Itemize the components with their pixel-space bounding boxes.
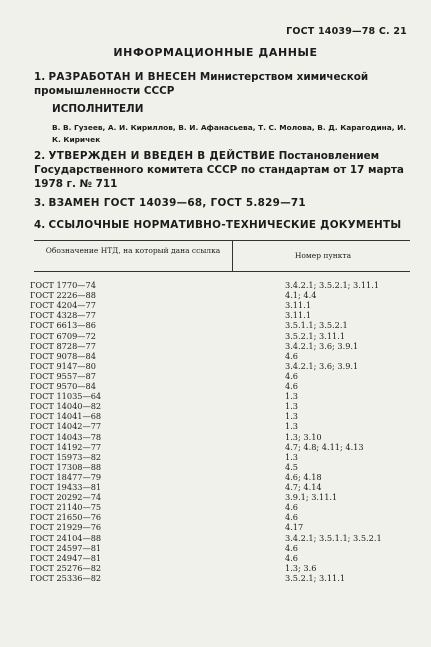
table-cell-clause: 4.6; 4.18 (285, 471, 322, 482)
table-cell-clause: 4.6 (285, 350, 299, 361)
section-1-body: Министерством химической промышленности СССР (34, 71, 369, 97)
table-cell-clause: 4.6 (285, 512, 299, 523)
table-cell-clause: 3.5.1.1; 3.5.2.1 (285, 320, 348, 331)
table-cell-document: ГОСТ 21650—76 (30, 512, 102, 523)
table-cell-clause: 1.3 (285, 411, 299, 422)
table-cell-document: ГОСТ 24104—88 (30, 532, 102, 543)
table-top-rule (34, 240, 410, 241)
table-cell-clause: 3.4.2.1; 3.5.1.1; 3.5.2.1 (285, 532, 382, 543)
table-col1-header: Обозначение НТД, на который дана ссылка (45, 246, 221, 255)
table-cell-document: ГОСТ 1770—74 (30, 280, 96, 290)
table-cell-document: ГОСТ 14042—77 (30, 421, 102, 432)
page-header: ГОСТ 14039—78 С. 21 (286, 26, 407, 37)
table-cell-clause: 3.4.2.1; 3.5.2.1; 3.11.1 (285, 280, 380, 290)
table-cell-document: ГОСТ 25276—82 (30, 562, 102, 573)
table-cell-document: ГОСТ 14192—77 (30, 441, 102, 452)
table-cell-document: ГОСТ 9557—87 (30, 370, 96, 381)
section-3-heading: ВЗАМЕН ГОСТ 14039—68, ГОСТ 5.829—71 (48, 197, 306, 209)
table-cell-clause: 3.4.2.1; 3.6; 3.9.1 (285, 340, 359, 351)
table-cell-clause: 4.5 (285, 461, 299, 472)
table-cell-document: ГОСТ 18477—79 (30, 471, 102, 482)
section-2 (34, 149, 409, 191)
table-cell-clause: 3.4.2.1; 3.6; 3.9.1 (285, 360, 359, 371)
table-cell-document: ГОСТ 21140—75 (30, 502, 102, 513)
section-3-number: 3. (34, 197, 46, 209)
table-cell-clause: 1.3 (285, 421, 299, 432)
table-cell-clause: 4.6 (285, 370, 299, 381)
table-cell-clause: 1.3 (285, 391, 299, 402)
performers-title: ИСПОЛНИТЕЛИ (52, 103, 144, 115)
table-cell-clause: 1.3; 3.10 (285, 431, 322, 442)
table-cell-document: ГОСТ 6613—86 (30, 320, 96, 331)
table-cell-document: ГОСТ 21929—76 (30, 522, 102, 533)
table-cell-document: ГОСТ 19433—81 (30, 482, 102, 492)
table-column-divider (232, 240, 233, 271)
table-cell-document: ГОСТ 9570—84 (30, 381, 96, 391)
table-cell-document: ГОСТ 9078—84 (30, 350, 96, 361)
table-cell-clause: 4.6 (285, 542, 299, 553)
section-title: ИНФОРМАЦИОННЫЕ ДАННЫЕ (113, 46, 318, 59)
section-1 (34, 70, 409, 98)
table-cell-clause: 3.5.2.1; 3.11.1 (285, 572, 346, 583)
table-cell-clause: 4.6 (285, 502, 299, 513)
table-header-rule (34, 271, 410, 272)
section-4-number: 4. (34, 219, 46, 231)
table-cell-clause: 4.6 (285, 381, 299, 391)
table-cell-document: ГОСТ 24597—81 (30, 542, 102, 553)
table-cell-document: ГОСТ 14041—68 (30, 411, 102, 422)
table-cell-clause: 3.11.1 (285, 310, 312, 321)
table-cell-clause: 4.17 (285, 522, 304, 533)
table-cell-document: ГОСТ 15973—82 (30, 451, 102, 462)
table-cell-clause: 1.3 (285, 401, 299, 412)
section-1-number: 1. (34, 71, 46, 83)
table-cell-document: ГОСТ 8728—77 (30, 340, 96, 351)
section-2-body: Постановлением Государственного комитета СССР по стандартам от 17 марта 1978 г. № 711 (34, 150, 404, 190)
table-cell-document: ГОСТ 17308—88 (30, 461, 102, 472)
performers-names: В. В. Гузеев, А. И. Кириллов, В. И. Афанасьева, Т. С. Молова, В. Д. Карагодина, И. К. Киричек (52, 123, 407, 144)
section-3 (34, 196, 409, 210)
table-cell-document: ГОСТ 6709—72 (30, 330, 96, 341)
table-cell-document: ГОСТ 14040—82 (30, 401, 102, 412)
table-cell-document: ГОСТ 11035—64 (30, 391, 102, 402)
table-cell-clause: 1.3 (285, 451, 299, 462)
section-2-heading: УТВЕРЖДЕН И ВВЕДЕН В ДЕЙСТВИЕ (48, 150, 276, 162)
table-cell-document: ГОСТ 14043—78 (30, 431, 102, 442)
table-cell-clause: 4.1; 4.4 (285, 290, 317, 301)
section-4-heading: ССЫЛОЧНЫЕ НОРМАТИВНО-ТЕХНИЧЕСКИЕ ДОКУМЕНТЫ (48, 219, 402, 231)
table-cell-clause: 1.3; 3.6 (285, 562, 317, 573)
table-cell-clause: 4.6 (285, 552, 299, 563)
table-cell-document: ГОСТ 2226—88 (30, 290, 96, 301)
table-cell-clause: 3.5.2.1; 3.11.1 (285, 330, 346, 341)
table-cell-document: ГОСТ 20292—74 (30, 492, 102, 503)
table-cell-document: ГОСТ 4328—77 (30, 310, 96, 321)
section-4 (34, 218, 409, 232)
table-cell-document: ГОСТ 4204—77 (30, 300, 96, 311)
section-2-number: 2. (34, 150, 46, 162)
table-cell-clause: 4.7; 4.8; 4.11; 4.13 (285, 441, 364, 452)
table-cell-clause: 3.9.1; 3.11.1 (285, 492, 338, 503)
table-cell-document: ГОСТ 25336—82 (30, 572, 102, 583)
table-cell-clause: 3.11.1 (285, 300, 312, 311)
section-1-heading: РАЗРАБОТАН И ВНЕСЕН (48, 71, 197, 83)
table-cell-document: ГОСТ 24947—81 (30, 552, 102, 563)
table-cell-document: ГОСТ 9147—80 (30, 360, 96, 371)
table-col2-header: Номер пункта (294, 251, 352, 260)
table-cell-clause: 4.7; 4.14 (285, 482, 322, 492)
